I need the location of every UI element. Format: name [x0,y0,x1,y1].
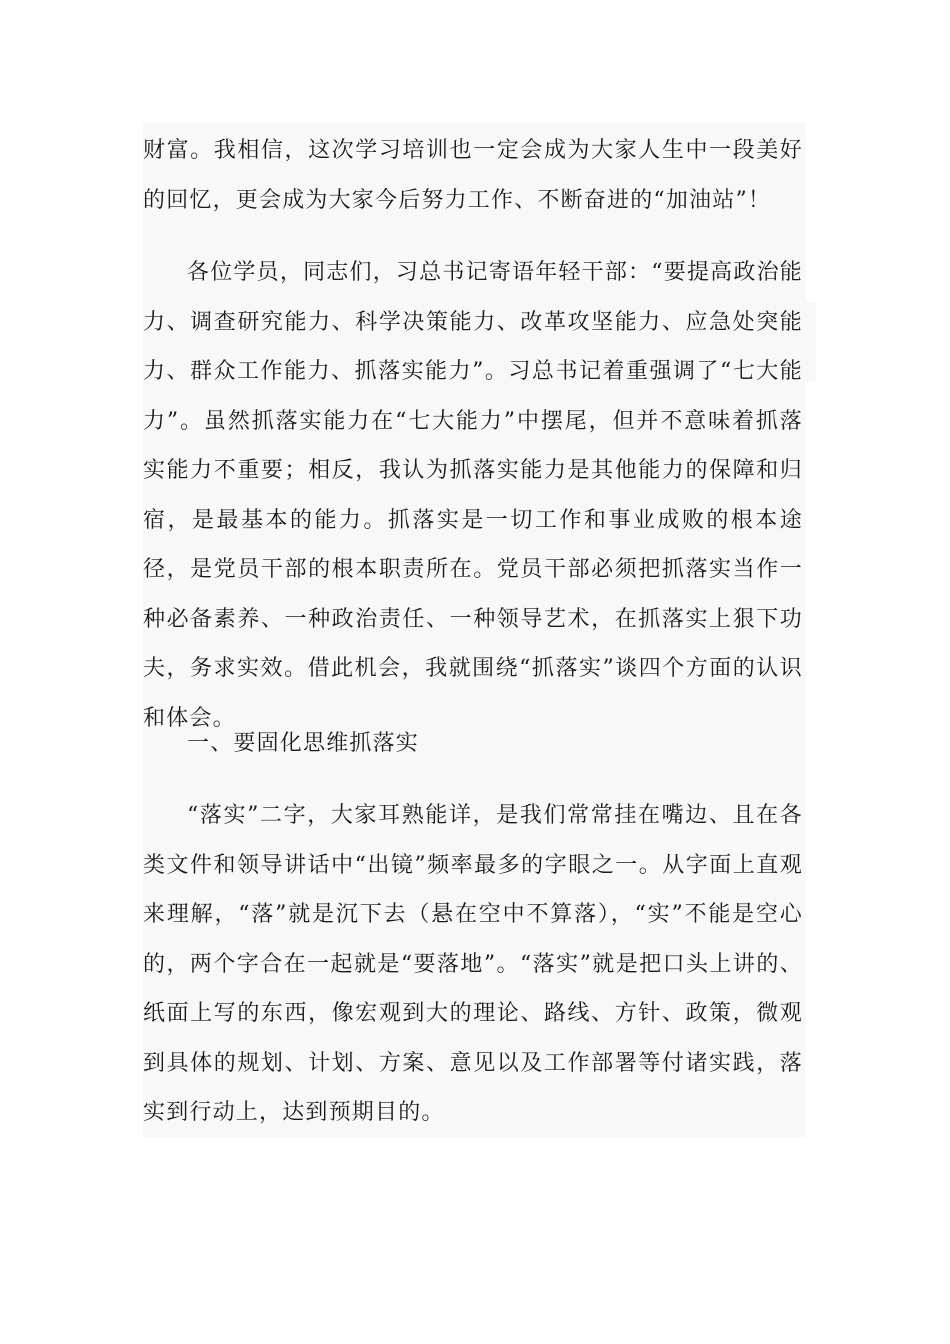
paragraph-continuation: 财富。我相信，这次学习培训也一定会成为大家人生中一段美好的回忆，更会成为大家今后努力工作、不断奋进的“加油站”！ [143,138,803,213]
text-background-extension [806,302,816,382]
paragraph-implementation-meaning: “落实”二字，大家耳熟能详，是我们常常挂在嘴边、且在各类文件和领导讲话中“出镜”频率最多的字眼之一。从字面上直观来理解，“落”就是沉下去（悬在空中不算落），“实”不能是空心的，两个字合在一起就是“要落地”。“落实”就是把口头上讲的、纸面上写的东西，像宏观到大的理论、路线、方针、政策，微观到具体的规划、计划、方案、意见以及工作部署等付诸实践，落实到行动上，达到预期目的。 [143,803,803,1125]
section-heading: 一、要固化思维抓落实 [187,731,420,756]
paragraph-seven-abilities: 各位学员，同志们，习总书记寄语年轻干部：“要提高政治能力、调查研究能力、科学决策能力、改革攻坚能力、应急处突能力、群众工作能力、抓落实能力”。习总书记着重强调了“七大能力”。虽然抓落实能力在“七大能力”中摆尾，但并不意味着抓落实能力不重要；相反，我认为抓落实能力是其他能力的保障和归宿，是最基本的能力。抓落实是一切工作和事业成败的根本途径，是党员干部的根本职责所在。党员干部必须把抓落实当作一种必备素养、一种政治责任、一种领导艺术，在抓落实上狠下功夫，务求实效。借此机会，我就围绕“抓落实”谈四个方面的认识和体会。 [143,260,803,731]
